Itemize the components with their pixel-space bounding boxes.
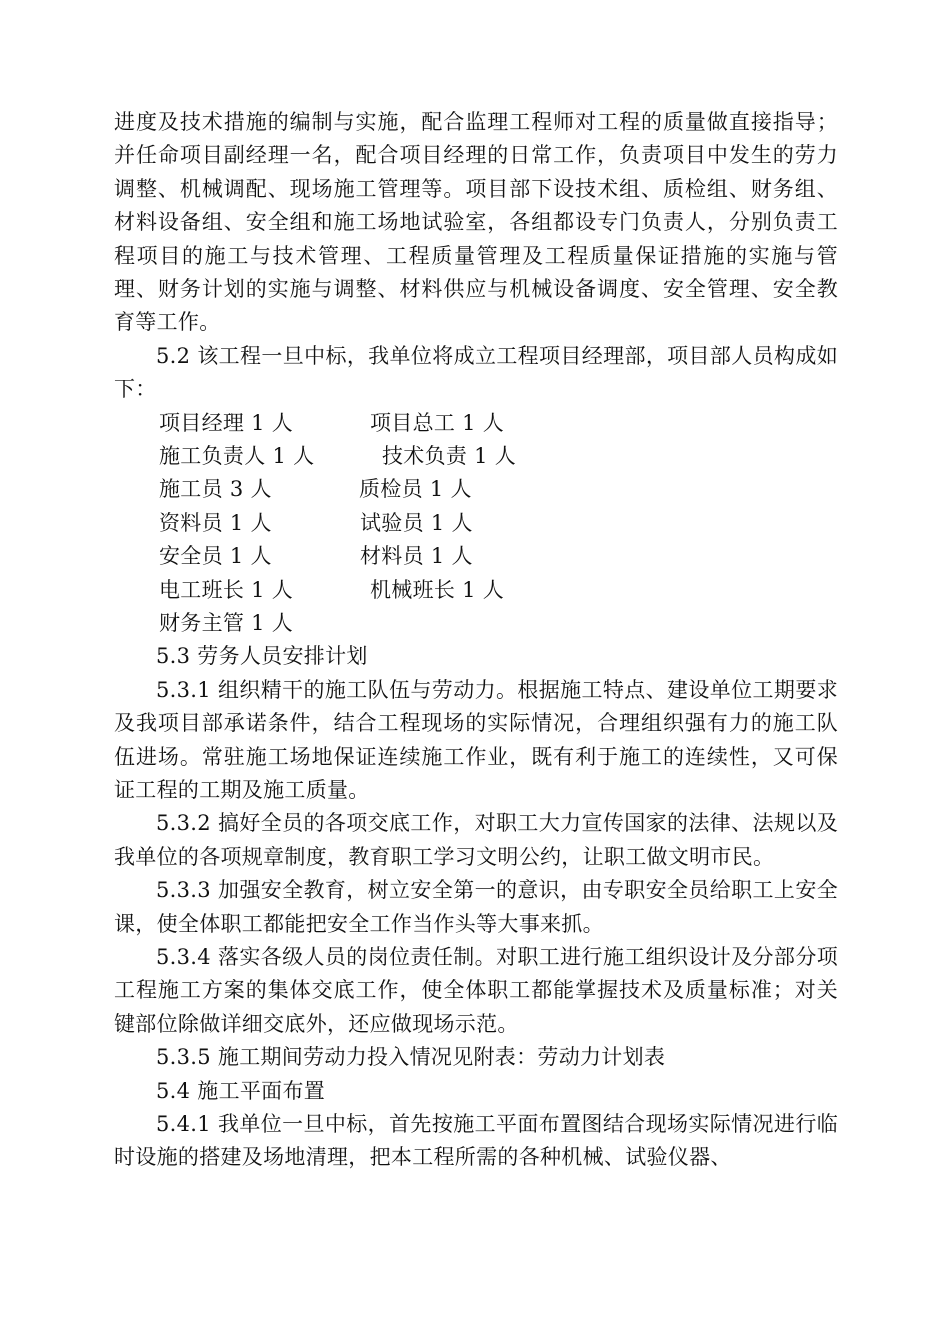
staff-role: 质检员 1 人: [359, 477, 472, 502]
paragraph-5-3-5: 5.3.5 施工期间劳动力投入情况见附表：劳动力计划表: [156, 1045, 666, 1070]
staff-role: 财务主管 1 人: [159, 611, 294, 635]
staff-role: 施工员 3 人: [159, 477, 272, 502]
paragraph-5-4-1: 5.4.1 我单位一旦中标，首先按施工平面布置图结合现场实际情况进行临时设施的搭建及场地清理，把本工程所需的各种机械、试验仪器、: [114, 1112, 838, 1170]
staff-role: 施工负责人 1 人: [159, 444, 315, 469]
heading-5-4: 5.4 施工平面布置: [156, 1078, 326, 1103]
staff-row: [114, 440, 838, 473]
staff-role: 技术负责 1 人: [382, 444, 517, 469]
staff-role: 项目经理 1 人: [159, 410, 294, 435]
staff-row: [114, 473, 838, 506]
staff-role: 资料员 1 人: [159, 510, 272, 535]
staff-role: 安全员 1 人: [159, 544, 272, 569]
document-body: [114, 106, 838, 1175]
heading-5-3: 5.3 劳务人员安排计划: [156, 644, 368, 669]
staff-role: 电工班长 1 人: [159, 577, 294, 602]
staff-row: [114, 574, 838, 607]
staff-row: [114, 507, 838, 540]
staff-row: [114, 407, 838, 440]
staff-list: [114, 407, 838, 641]
paragraph-5-3-4: 5.3.4 落实各级人员的岗位责任制。对职工进行施工组织设计及分部分项工程施工方案的集体交底工作，使全体职工都能掌握技术及质量标准；对关键部位除做详细交底外，还应做现场示范。: [114, 945, 838, 1036]
staff-row: [114, 540, 838, 573]
staff-role: 机械班长 1 人: [370, 577, 505, 602]
staff-role: 材料员 1 人: [360, 544, 473, 569]
paragraph-5-2: 5.2 该工程一旦中标，我单位将成立工程项目经理部，项目部人员构成如下：: [114, 343, 838, 402]
paragraph-5-3-3: 5.3.3 加强安全教育，树立安全第一的意识，由专职安全员给职工上安全课，使全体职工都能把安全工作当作头等大事来抓。: [114, 878, 838, 936]
paragraph-5-3-2: 5.3.2 搞好全员的各项交底工作，对职工大力宣传国家的法律、法规以及我单位的各项规章制度，教育职工学习文明公约，让职工做文明市民。: [114, 811, 838, 869]
staff-role: 项目总工 1 人: [370, 410, 505, 435]
paragraph-5-3-1: 5.3.1 组织精干的施工队伍与劳动力。根据施工特点、建设单位工期要求及我项目部承诺条件，结合工程现场的实际情况，合理组织强有力的施工队伍进场。常驻施工场地保证连续施工作业，既有利于施工的连续性，又可保证工程的工期及施工质量。: [114, 677, 838, 803]
staff-row: [114, 607, 838, 640]
staff-role: 试验员 1 人: [360, 510, 473, 535]
paragraph-project-structure: 进度及技术措施的编制与实施，配合监理工程师对工程的质量做直接指导；并任命项目副经理一名，配合项目经理的日常工作，负责项目中发生的劳力调整、机械调配、现场施工管理等。项目部下设技术组、质检组、财务组、材料设备组、安全组和施工场地试验室，各组都设专门负责人，分别负责工程项目的施工与技术管理、工程质量管理及工程质量保证措施的实施与管理、财务计划的实施与调整、材料供应与机械设备调度、安全管理、安全教育等工作。: [114, 110, 838, 335]
